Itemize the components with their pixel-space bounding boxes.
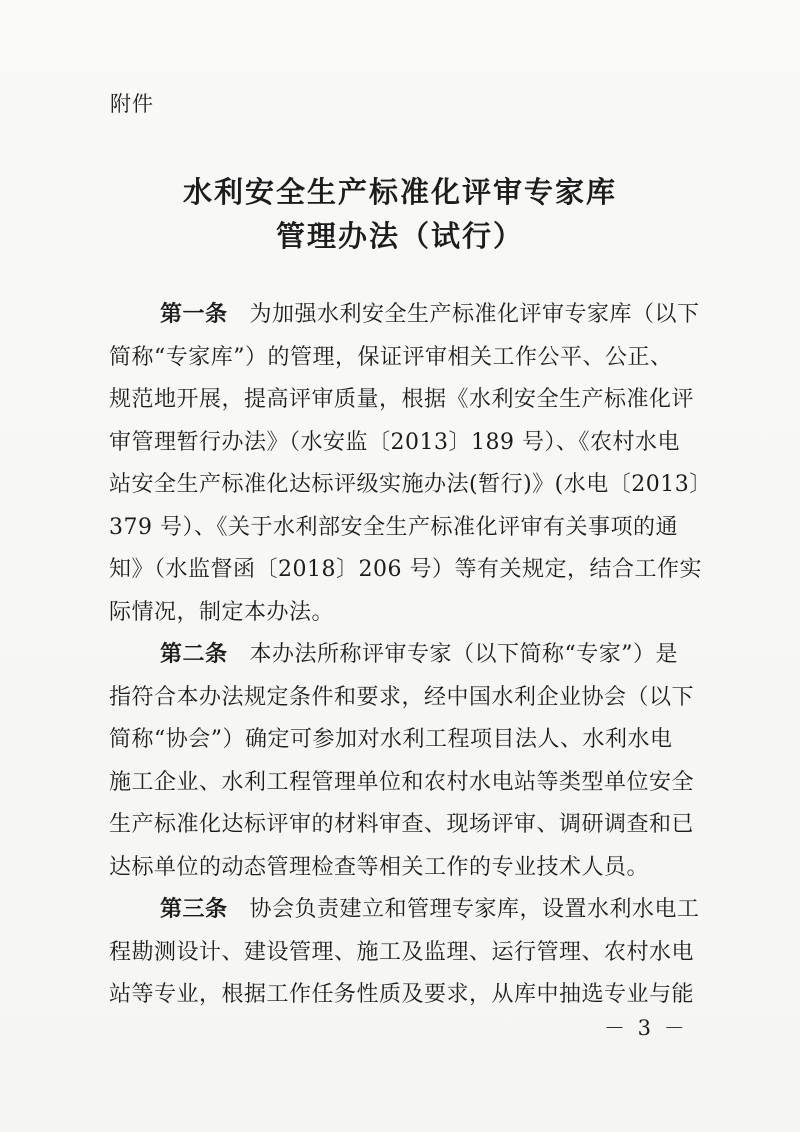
article-3-label: 第三条 [160, 897, 228, 922]
article-1-line-4: 审管理暂行办法》（水安监〔2013〕189 号）、《农村水电 [109, 430, 680, 455]
article-1-label: 第一条 [160, 302, 228, 327]
article-3-line-3: 站等专业，根据工作任务性质及要求，从库中抽选专业与能 [109, 982, 695, 1007]
article-3-line-1 [160, 895, 708, 925]
article-1-line-2: 简称“专家库”）的管理，保证评审相关工作公平、公正、 [109, 345, 673, 370]
article-1-line-5: 站安全生产标准化达标评级实施办法(暂行)》(水电〔2013〕 [109, 472, 712, 497]
article-1-line-8: 际情况，制定本办法。 [109, 600, 335, 625]
article-2-text: 本办法所称评审专家（以下简称“专家”）是 [249, 642, 679, 667]
article-2-line-2: 指符合本办法规定条件和要求，经中国水利企业协会（以下 [109, 685, 695, 710]
article-2-label: 第二条 [160, 642, 228, 667]
article-3-line-2: 程勘测设计、建设管理、施工及监理、运行管理、农村水电 [109, 940, 695, 965]
article-3-text: 协会负责建立和管理专家库，设置水利水电工 [249, 897, 700, 922]
article-1-line-6: 379 号）、《关于水利部安全生产标准化评审有关事项的通 [109, 515, 678, 540]
article-1-line-1 [160, 300, 708, 330]
article-2-line-1 [160, 640, 708, 670]
page-number: － 3 － [604, 1016, 688, 1040]
article-2-line-5: 生产标准化达标评审的材料审查、现场评审、调研调查和已 [109, 812, 695, 837]
article-1-text: 为加强水利安全生产标准化评审专家库（以下 [249, 302, 700, 327]
article-1-line-7: 知》（水监督函〔2018〕206 号）等有关规定，结合工作实 [109, 557, 702, 582]
attachment-label: 附件 [110, 92, 154, 116]
article-1-line-3: 规范地开展，提高评审质量，根据《水利安全生产标准化评 [109, 387, 695, 412]
article-2-line-3: 简称“协会”）确定可参加对水利工程项目法人、水利水电 [109, 727, 673, 752]
article-2-line-6: 达标单位的动态管理检查等相关工作的专业技术人员。 [109, 855, 650, 880]
article-2-line-4: 施工企业、水利工程管理单位和农村水电站等类型单位安全 [109, 770, 695, 795]
document-title-line-2: 管理办法（试行） [275, 219, 524, 253]
document-title-line-1: 水利安全生产标准化评审专家库 [182, 175, 617, 209]
